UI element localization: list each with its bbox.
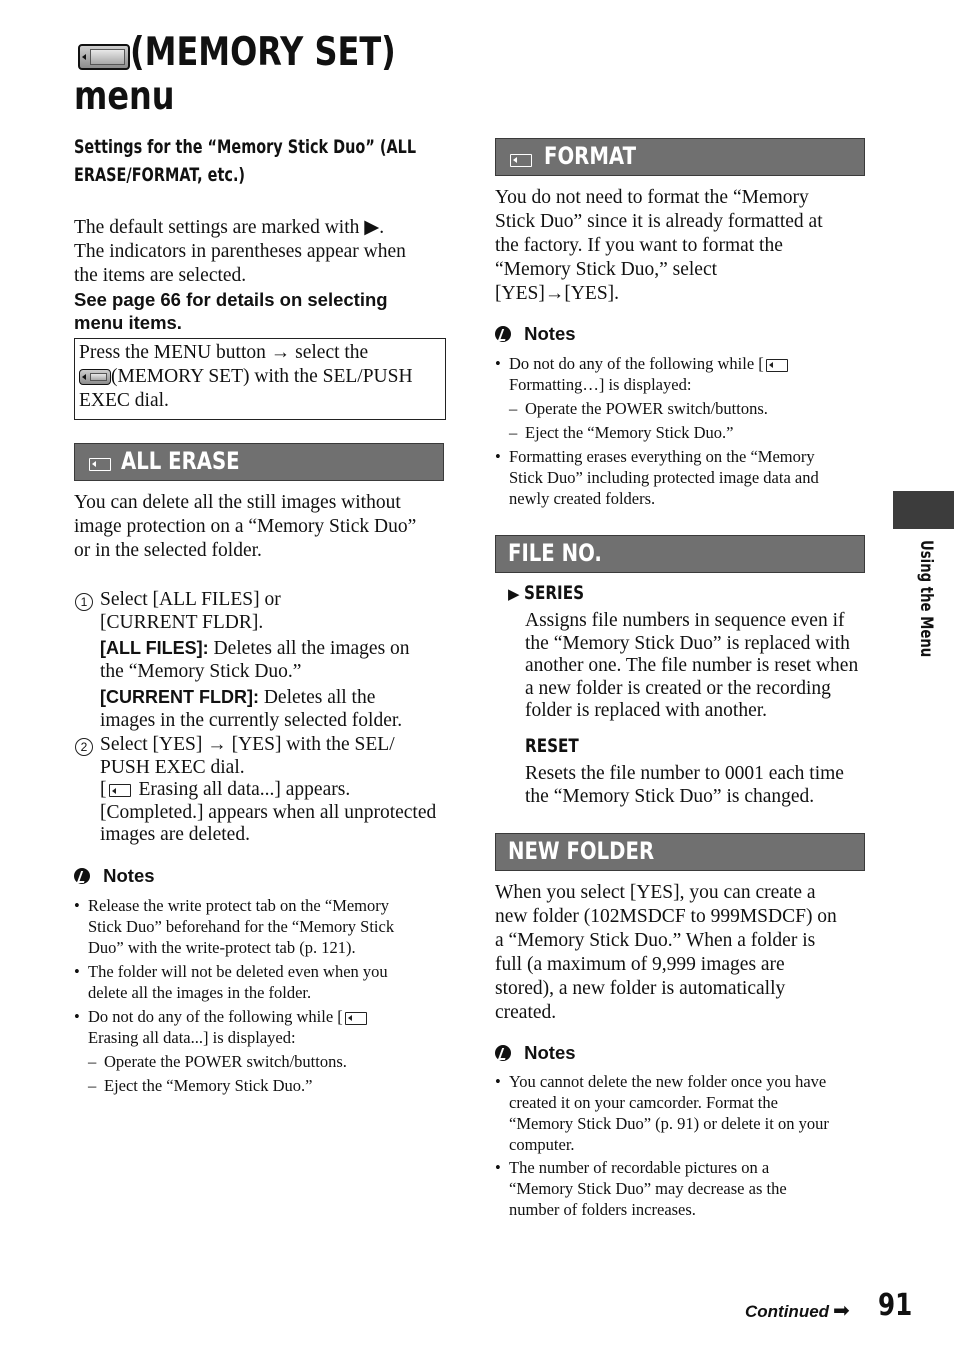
section-header-new-folder: NEW FOLDER xyxy=(495,833,865,871)
step-number-1: 1 xyxy=(75,593,93,611)
reset-option-label: RESET xyxy=(525,735,579,757)
note-icon xyxy=(74,868,90,884)
arrow-icon: → xyxy=(207,734,227,755)
memory-card-icon xyxy=(89,458,111,471)
current-fldr-option: [CURRENT FLDR]: Deletes all the images in the currently selected folder. xyxy=(100,687,403,731)
all-files-option: [ALL FILES]: Deletes all the images on the “Memory Stick Duo.” xyxy=(100,638,410,682)
page-subtitle: Settings for the “Memory Stick Duo” (ALL ERASE/FORMAT, etc.) xyxy=(74,136,417,186)
notes-heading: Notes xyxy=(74,865,155,887)
series-option-label: ▶ SERIES xyxy=(508,582,584,604)
continued-label: Continued ➡ xyxy=(745,1300,850,1322)
default-marker: ▶. xyxy=(364,217,385,238)
howto-box: Press the MENU button → select the (MEMORY SET) with the SEL/PUSH EXEC dial. xyxy=(74,338,446,420)
format-description: You do not need to format the “Memory Stick Duo” since it is already formatted at the factory. If you want to format the “Memory Stick Duo,” select [YES]→[YES]. xyxy=(495,187,823,304)
memory-card-icon xyxy=(79,369,111,385)
default-marker: ▶ xyxy=(508,586,520,603)
notes-heading: Notes xyxy=(495,323,576,345)
memory-card-icon xyxy=(78,44,130,70)
arrow-icon: → xyxy=(544,283,565,304)
intro-bold-note: See page 66 for details on selecting menu items. xyxy=(74,289,388,333)
memory-card-icon xyxy=(345,1012,367,1025)
section-header-format: FORMAT xyxy=(495,138,865,176)
all-erase-notes: • Release the write protect tab on the “Memory Stick Duo” beforehand for the “Memory Stick Duo” with the write-protect tab (p. 121). • The folder will not be deleted even when you delete all the images in the folder. • Do not do any of the following while [ Erasing all data...] is displayed: – Operate the POWER switch/buttons. – Eject the “Memory Stick Duo.” xyxy=(74,896,395,1095)
format-notes: • Do not do any of the following while [ Formatting…] is displayed: – Operate the POWER switch/buttons. – Eject the “Memory Stick Duo.” • Formatting erases everything on the “Memory Stick Duo” including protected image data and newly created folders. xyxy=(495,354,819,508)
note-icon xyxy=(495,326,511,342)
page-title: (MEMORY SET) xyxy=(130,30,396,75)
memory-card-icon xyxy=(109,784,131,797)
all-erase-step-1: Select [ALL FILES] or [CURRENT FLDR]. xyxy=(100,589,281,633)
new-folder-notes: • You cannot delete the new folder once you have created it on your camcorder. Format the “Memory Stick Duo” (p. 91) or delete it on your computer. • The number of recordable pictures on a “Memory Stick Duo” may decrease as the number of folders increases. xyxy=(495,1072,829,1219)
note-icon xyxy=(495,1045,511,1061)
new-folder-description: When you select [YES], you can create a new folder (102MSDCF to 999MSDCF) on a “Memory Stick Duo.” When a folder is full (a maximum of 9,999 images are stored), a new folder is automatically created. xyxy=(495,882,837,1023)
section-header-file-no: FILE NO. xyxy=(495,535,865,573)
intro-text: The default settings are marked with ▶. The indicators in parentheses appear when the items are selected. xyxy=(74,217,406,286)
continued-arrow-icon: ➡ xyxy=(833,1300,850,1322)
chapter-tab xyxy=(893,491,954,529)
page-number: 91 xyxy=(878,1288,913,1323)
step-number-2: 2 xyxy=(75,738,93,756)
series-description: Assigns file numbers in sequence even if the “Memory Stick Duo” is replaced with another one. The file number is reset when a new folder is created or the recording folder is replaced with another. xyxy=(525,610,859,721)
all-erase-step-2: Select [YES] → [YES] with the SEL/ PUSH EXEC dial. [ Erasing all data...] appears. [Completed.] appears when all unprotected images are deleted. xyxy=(100,734,437,845)
all-erase-description: You can delete all the still images without image protection on a “Memory Stick Duo” or in the selected folder. xyxy=(74,492,417,561)
memory-card-icon xyxy=(510,154,532,167)
arrow-icon: → xyxy=(270,342,291,363)
section-header-all-erase: ALL ERASE xyxy=(74,443,444,481)
page-title-line2: menu xyxy=(74,74,175,119)
memory-card-icon xyxy=(766,359,788,372)
notes-heading: Notes xyxy=(495,1042,576,1064)
reset-description: Resets the file number to 0001 each time the “Memory Stick Duo” is changed. xyxy=(525,763,844,807)
